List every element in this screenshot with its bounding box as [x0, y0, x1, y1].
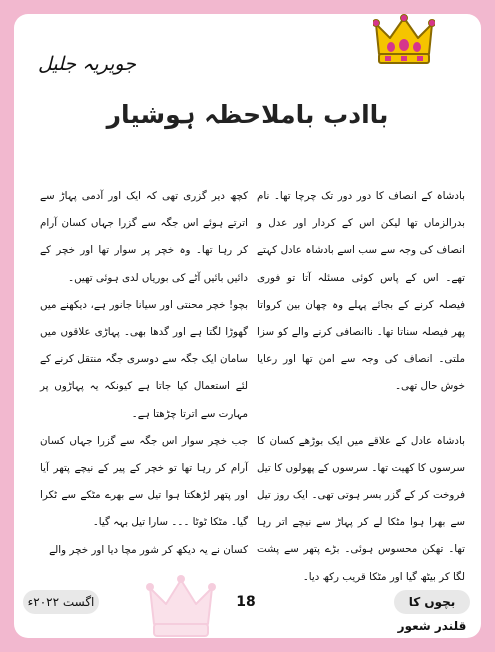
article-column-right: [257, 183, 465, 591]
paragraph: کسان نے یہ دیکھ کر شور مچا دیا اور خچر والے: [49, 543, 248, 556]
article-title: باادب باملاحظہ ہوشیار: [106, 100, 389, 129]
paragraph: بچو! خچر محنتی اور سیانا جانور ہے، دیکھنے میں گھوڑا لگتا ہے اور گدھا بھی۔ پہاڑی علاقوں میں سامان ایک جگہ سے دوسری جگہ منتقل کرنے کے لئے استعمال کیا جاتا ہے کیونکہ یہ پہاڑوں پر مہارت سے اترتا چڑھتا ہے۔: [40, 298, 248, 420]
magazine-name: بچوں کا قلندر شعور: [394, 590, 470, 614]
issue-date: اگست ۲۰۲۲ء: [23, 590, 99, 614]
author-name: جویریہ جلیل: [38, 53, 136, 75]
paragraph: بادشاہ عادل کے علاقے میں ایک بوڑھے کسان کا سرسوں کا کھیت تھا۔ سرسوں کے پھولوں کا تیل فروخت کر کے گزر بسر ہوتی تھی۔ ایک روز تیل سے بھرا ہوا مٹکا لے کر پہاڑ سے نیچے اتر رہا تھا۔ تھکن محسوس ہوئی۔ بڑے پتھر سے پشت لگا کر بیٹھ گیا اور مٹکا قریب رکھ دیا۔: [257, 434, 465, 583]
paragraph: کچھ دیر گزری تھی کہ ایک اور آدمی پہاڑ سے اترتے ہوئے اس جگہ سے گزرا جہاں کسان آرام کر رہا تھا۔ وہ خچر پر سوار تھا اور خچر کے دائیں بائیں آٹے کی بوریاں لدی ہوئی تھیں۔: [40, 190, 248, 284]
page-number: 18: [236, 594, 256, 610]
page-footer: [23, 586, 470, 633]
paragraph: جب خچر سوار اس جگہ سے گزرا جہاں کسان آرام کر رہا تھا تو خچر کے پیر کے نیچے پتھر آیا اور پتھر لڑھکتا ہوا تیل سے بھرے مٹکے سے ٹکرا گیا۔ مٹکا ٹوٹا ۔۔۔ سارا تیل بہہ گیا۔: [40, 434, 248, 529]
crown-icon: [373, 14, 435, 68]
article-column-left: [40, 183, 248, 564]
paragraph: بادشاہ کے انصاف کا دور دور تک چرچا تھا۔ نام بدرالزماں تھا لیکن اس کے کردار اور عدل و انصاف کی وجہ سے سب اسے بادشاہ عادل کہتے تھے۔ اس کے پاس کوئی مسئلہ آتا تو فوری فیصلہ کرنے کے بجائے پہلے وہ چھان بین کرواتا پھر فیصلہ سناتا تھا۔ ناانصافی کرنے والے کو سزا ملتی۔ انصاف کی وجہ سے امن تھا اور رعایا خوش حال تھی۔: [257, 190, 465, 393]
